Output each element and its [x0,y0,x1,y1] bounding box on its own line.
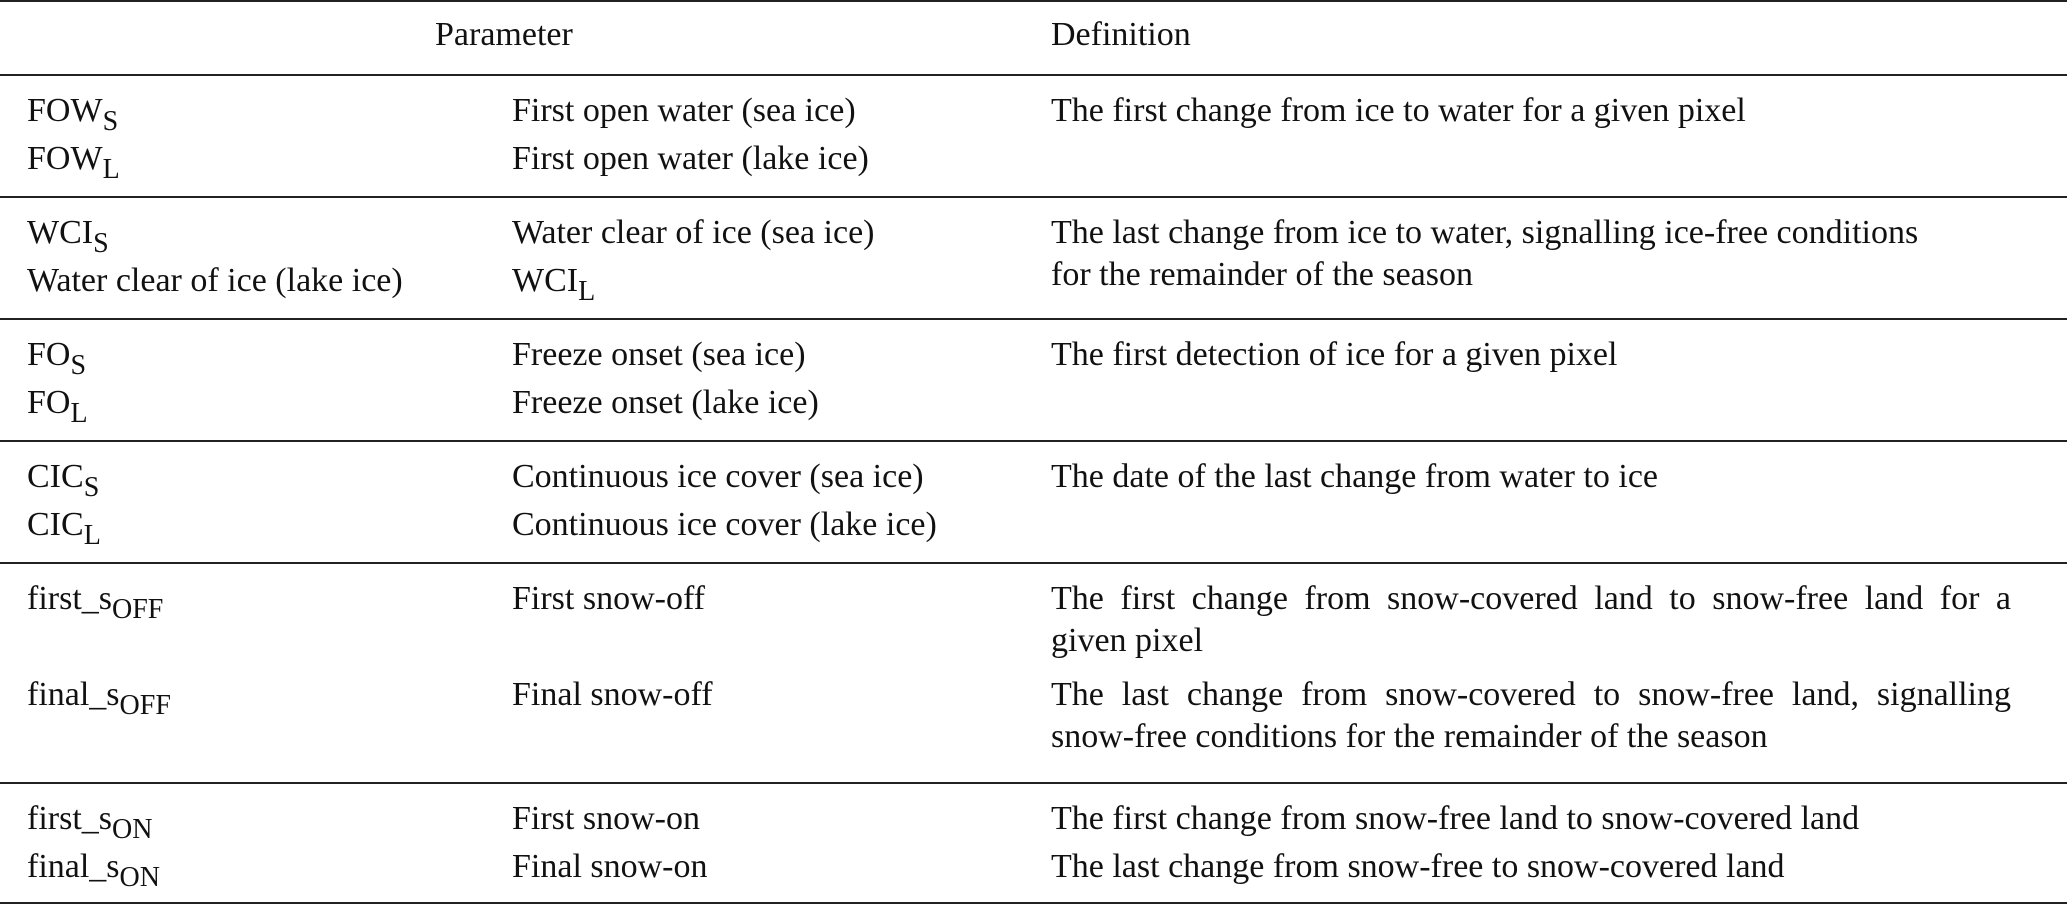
parameter-symbol: $first\_s_{OFF}$ [27,580,164,625]
parameter-symbol: $CIC_S$ [27,458,100,503]
parameter-definition: The first detection of ice for a given pixel [1051,336,1618,373]
parameter-symbol: $final\_s_{ON}$ [27,848,160,893]
parameter-symbol: $FO_L$ [27,384,88,429]
parameter-symbol: Water clear of ice (lake ice) [27,262,403,299]
group-divider [0,562,2067,564]
parameter-name: Final snow-on [512,848,708,885]
parameter-name: First open water (lake ice) [512,140,869,177]
parameter-name: Continuous ice cover (lake ice) [512,506,937,543]
header-definition: Definition [1051,16,1191,53]
parameter-name: Final snow-off [512,676,713,713]
group-divider [0,782,2067,784]
header-parameter: Parameter [435,16,573,53]
table-bottom-rule [0,902,2067,904]
parameter-definition: The date of the last change from water to ice [1051,458,1659,495]
parameter-symbol: $final\_s_{OFF}$ [27,676,171,721]
group-divider [0,196,2067,198]
group-divider [0,318,2067,320]
parameter-definition: The last change from snow-covered to snow-free land, signalling snow-free conditions for the remainder of the season [1051,676,2011,755]
parameter-symbol: $FOW_L$ [27,140,120,185]
parameter-symbol: $CIC_L$ [27,506,101,551]
parameter-definition: The first change from snow-covered land to snow-free land for a given pixel [1051,580,2011,659]
parameter-name: $WCI_L$ [512,262,596,307]
parameter-name: Water clear of ice (sea ice) [512,214,875,251]
parameter-name: First snow-on [512,800,700,837]
parameter-name: Continuous ice cover (sea ice) [512,458,924,495]
parameter-name: First open water (sea ice) [512,92,856,129]
parameter-name: Freeze onset (lake ice) [512,384,819,421]
parameter-symbol: $WCI_S$ [27,214,109,259]
parameter-symbol: $FOW_S$ [27,92,119,137]
parameter-symbol: $FO_S$ [27,336,87,381]
parameter-definition: The last change from ice to water, signalling ice-free conditions for the remainder of the season [1051,214,1919,293]
header-rule [0,74,2067,76]
parameter-name: Freeze onset (sea ice) [512,336,806,373]
parameter-definition: The first change from snow-free land to snow-covered land [1051,800,1860,837]
group-divider [0,440,2067,442]
table-top-rule [0,0,2067,2]
parameter-definition: The first change from ice to water for a given pixel [1051,92,1746,129]
parameter-name: First snow-off [512,580,705,617]
parameter-symbol: $first\_s_{ON}$ [27,800,153,845]
parameter-definition: The last change from snow-free to snow-covered land [1051,848,1785,885]
